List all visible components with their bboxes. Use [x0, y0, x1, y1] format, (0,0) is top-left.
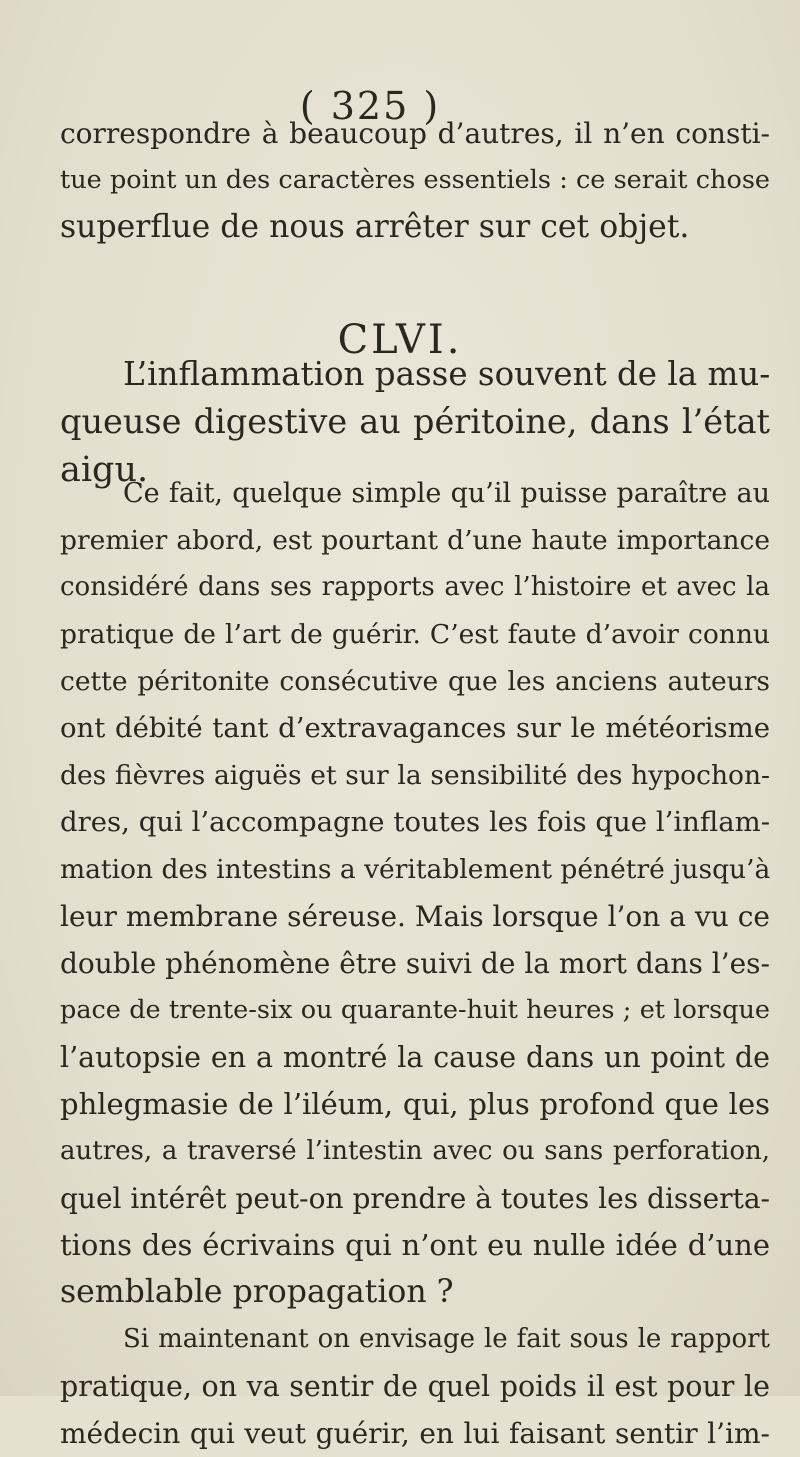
text-line: autres, a traversé l’intestin avec ou sans perforation,: [60, 1136, 770, 1166]
text-line: leur membrane séreuse. Mais lorsque l’on a vu ce: [60, 900, 770, 933]
text-line: superflue de nous arrêter sur cet objet.: [60, 209, 690, 245]
text-line: médecin qui veut guérir, en lui faisant sentir l’im-: [60, 1417, 770, 1450]
text-line: queuse digestive au péritoine, dans l’état: [60, 402, 770, 441]
text-line: semblable propagation ?: [60, 1274, 454, 1310]
text-line: premier abord, est pourtant d’une haute importance: [60, 525, 770, 556]
text-line: des fièvres aiguës et sur la sensibilité des hypochon-: [60, 760, 770, 791]
text-line: pace de trente-six ou quarante-huit heures ; et lorsque: [60, 995, 770, 1025]
text-line: cette péritonite consécutive que les anciens auteurs: [60, 666, 770, 697]
text-line: ont débité tant d’extravagances sur le météorisme: [60, 712, 770, 744]
text-line: quel intérêt peut-on prendre à toutes les disserta-: [60, 1182, 770, 1215]
text-line: pratique, on va sentir de quel poids il est pour le: [60, 1370, 770, 1403]
text-line: phlegmasie de l’iléum, qui, plus profond que les: [60, 1087, 770, 1121]
text-line: correspondre à beaucoup d’autres, il n’en consti-: [60, 117, 770, 150]
text-line: tions des écrivains qui n’ont eu nulle idée d’une: [60, 1228, 770, 1262]
text-line: Ce fait, quelque simple qu’il puisse paraître au: [123, 478, 770, 509]
text-line: Si maintenant on envisage le fait sous le rapport: [123, 1324, 770, 1354]
text-line: pratique de l’art de guérir. C’est faute d’avoir connu: [60, 619, 770, 650]
section-heading: CLVI.: [337, 317, 463, 363]
body-paragraph: [60, 470, 770, 1457]
text-line: considéré dans ses rapports avec l’histoire et avec la: [60, 572, 770, 602]
page-number: ( 325 ): [299, 84, 441, 128]
text-line: l’autopsie en a montré la cause dans un point de: [60, 1041, 770, 1074]
text-line: double phénomène être suivi de la mort dans l’es-: [60, 947, 770, 980]
text-line: L’inflammation passe souvent de la mu-: [123, 355, 771, 393]
text-line: mation des intestins a véritablement pénétré jusqu’à: [60, 854, 771, 885]
text-line: tue point un des caractères essentiels : ce serait chose: [60, 165, 770, 195]
text-line: aigu.: [60, 450, 149, 490]
text-line: dres, qui l’accompagne toutes les fois que l’inflam-: [60, 806, 770, 838]
intro-paragraph: [60, 110, 770, 251]
